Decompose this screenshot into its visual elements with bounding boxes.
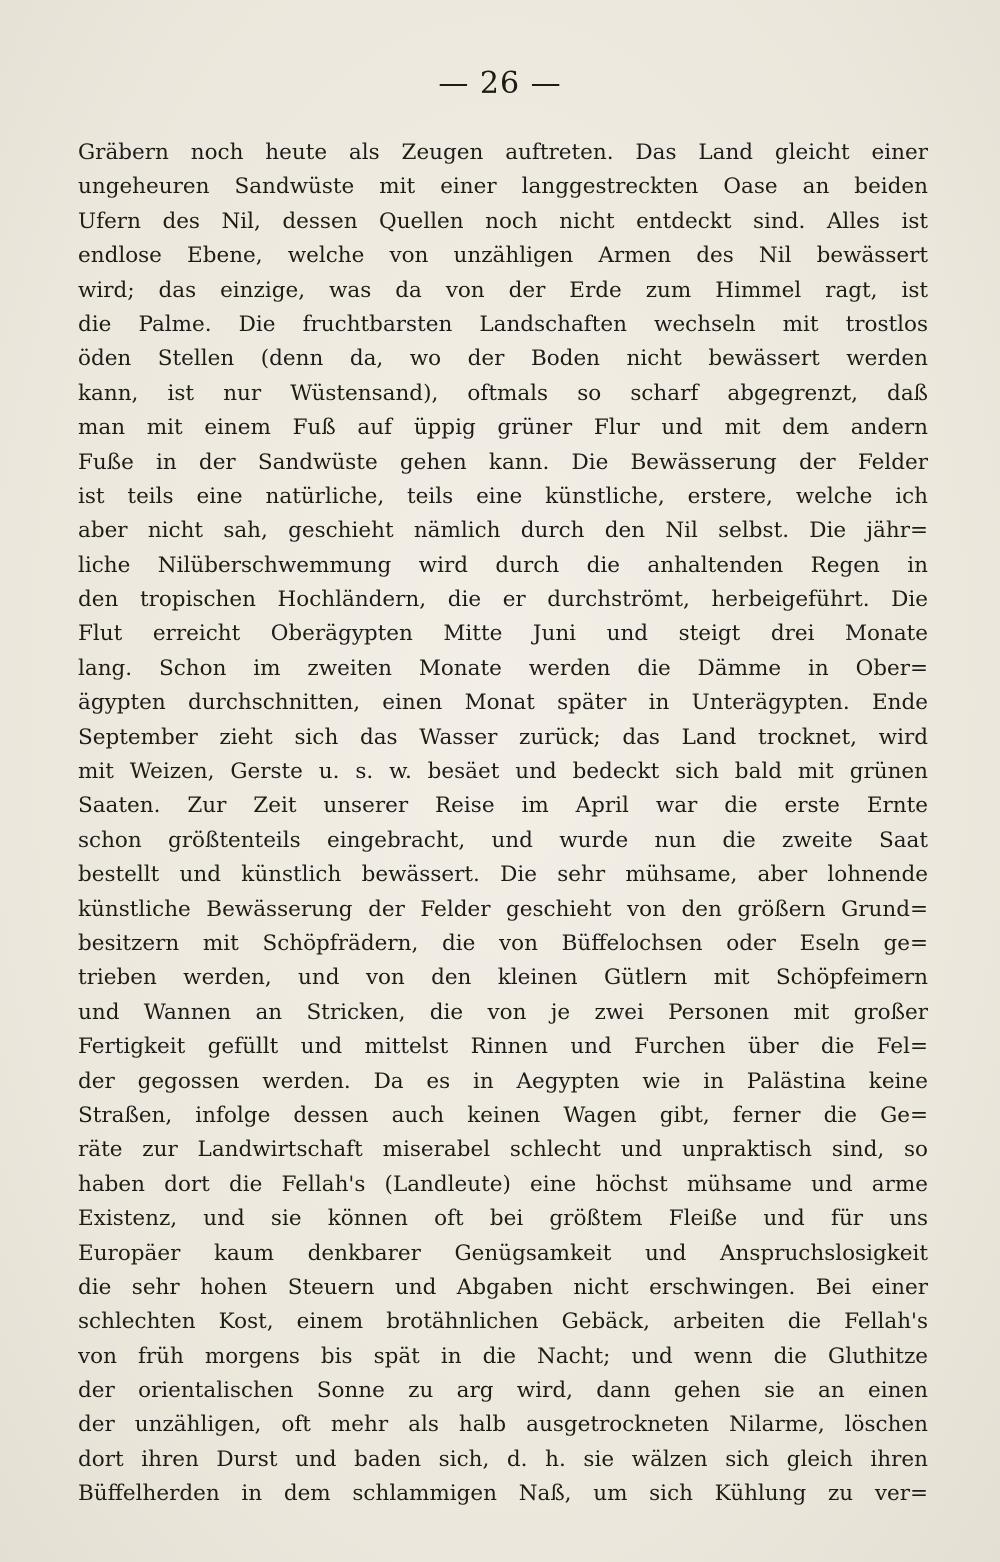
text-line: Flut erreicht Oberägypten Mitte Juni und steigt drei Monate (78, 621, 928, 647)
text-line: lang. Schon im zweiten Monate werden die Dämme in Ober= (78, 655, 928, 681)
text-line: liche Nilüberschwemmung wird durch die anhaltenden Regen in (78, 552, 928, 578)
text-line: Fertigkeit gefüllt und mittelst Rinnen und Furchen über die Fel= (78, 1034, 928, 1060)
text-line: der gegossen werden. Da es in Aegypten wie in Palästina keine (78, 1068, 928, 1094)
text-line: wird; das einzige, was da von der Erde zum Himmel ragt, ist (78, 277, 928, 303)
body-text (78, 136, 928, 1512)
text-line: endlose Ebene, welche von unzähligen Armen des Nil bewässert (78, 243, 928, 269)
text-line: Büffelherden in dem schlammigen Naß, um sich Kühlung zu ver= (78, 1481, 928, 1507)
text-line: Gräbern noch heute als Zeugen auftreten. Das Land gleicht einer (78, 140, 928, 165)
text-line: räte zur Landwirtschaft miserabel schlecht und unpraktisch sind, so (78, 1137, 928, 1163)
text-line: besitzern mit Schöpfrädern, die von Büffelochsen oder Eseln ge= (78, 930, 928, 956)
text-line: den tropischen Hochländern, die er durchströmt, herbeigeführt. Die (78, 587, 928, 613)
text-line: dort ihren Durst und baden sich, d. h. sie wälzen sich gleich ihren (78, 1446, 928, 1472)
text-line: ist teils eine natürliche, teils eine künstliche, erstere, welche ich (78, 483, 928, 509)
text-line: schlechten Kost, einem brotähnlichen Gebäck, arbeiten die Fellah's (78, 1309, 928, 1335)
text-line: ungeheuren Sandwüste mit einer langgestreckten Oase an beiden (78, 174, 928, 200)
text-line: der unzähligen, oft mehr als halb ausgetrockneten Nilarme, löschen (78, 1412, 928, 1438)
text-line: Europäer kaum denkbarer Genügsamkeit und Anspruchslosigkeit (78, 1240, 928, 1266)
text-line: schon größtenteils eingebracht, und wurde nun die zweite Saat (78, 827, 928, 853)
text-line: Saaten. Zur Zeit unserer Reise im April war die erste Ernte (78, 793, 928, 819)
text-line: und Wannen an Stricken, die von je zwei Personen mit großer (78, 999, 928, 1025)
text-line: haben dort die Fellah's (Landleute) eine höchst mühsame und arme (78, 1171, 928, 1197)
page-number: — 26 — (438, 66, 562, 101)
text-line: September zieht sich das Wasser zurück; das Land trocknet, wird (78, 724, 928, 750)
text-line: ägypten durchschnitten, einen Monat später in Unterägypten. Ende (78, 690, 928, 716)
text-line: der orientalischen Sonne zu arg wird, dann gehen sie an einen (78, 1378, 928, 1404)
text-line: aber nicht sah, geschieht nämlich durch den Nil selbst. Die jähr= (78, 518, 928, 544)
text-line: öden Stellen (denn da, wo der Boden nicht bewässert werden (78, 346, 928, 372)
text-line: man mit einem Fuß auf üppig grüner Flur und mit dem andern (78, 415, 928, 441)
text-line: mit Weizen, Gerste u. s. w. besäet und bedeckt sich bald mit grünen (78, 759, 928, 785)
text-line: die sehr hohen Steuern und Abgaben nicht erschwingen. Bei einer (78, 1274, 928, 1300)
text-line: Fuße in der Sandwüste gehen kann. Die Bewässerung der Felder (78, 449, 928, 475)
text-line: künstliche Bewässerung der Felder geschieht von den größern Grund= (78, 896, 928, 922)
text-line: kann, ist nur Wüstensand), oftmals so scharf abgegrenzt, daß (78, 380, 928, 406)
text-line: bestellt und künstlich bewässert. Die sehr mühsame, aber lohnende (78, 862, 928, 888)
text-line: trieben werden, und von den kleinen Gütlern mit Schöpfeimern (78, 965, 928, 991)
text-line: Existenz, und sie können oft bei größtem Fleiße und für uns (78, 1206, 928, 1232)
text-line: Straßen, infolge dessen auch keinen Wagen gibt, ferner die Ge= (78, 1102, 928, 1128)
text-line: von früh morgens bis spät in die Nacht; und wenn die Gluthitze (78, 1343, 928, 1369)
text-line: Ufern des Nil, dessen Quellen noch nicht entdeckt sind. Alles ist (78, 208, 928, 234)
text-line: die Palme. Die fruchtbarsten Landschaften wechseln mit trostlos (78, 311, 928, 337)
